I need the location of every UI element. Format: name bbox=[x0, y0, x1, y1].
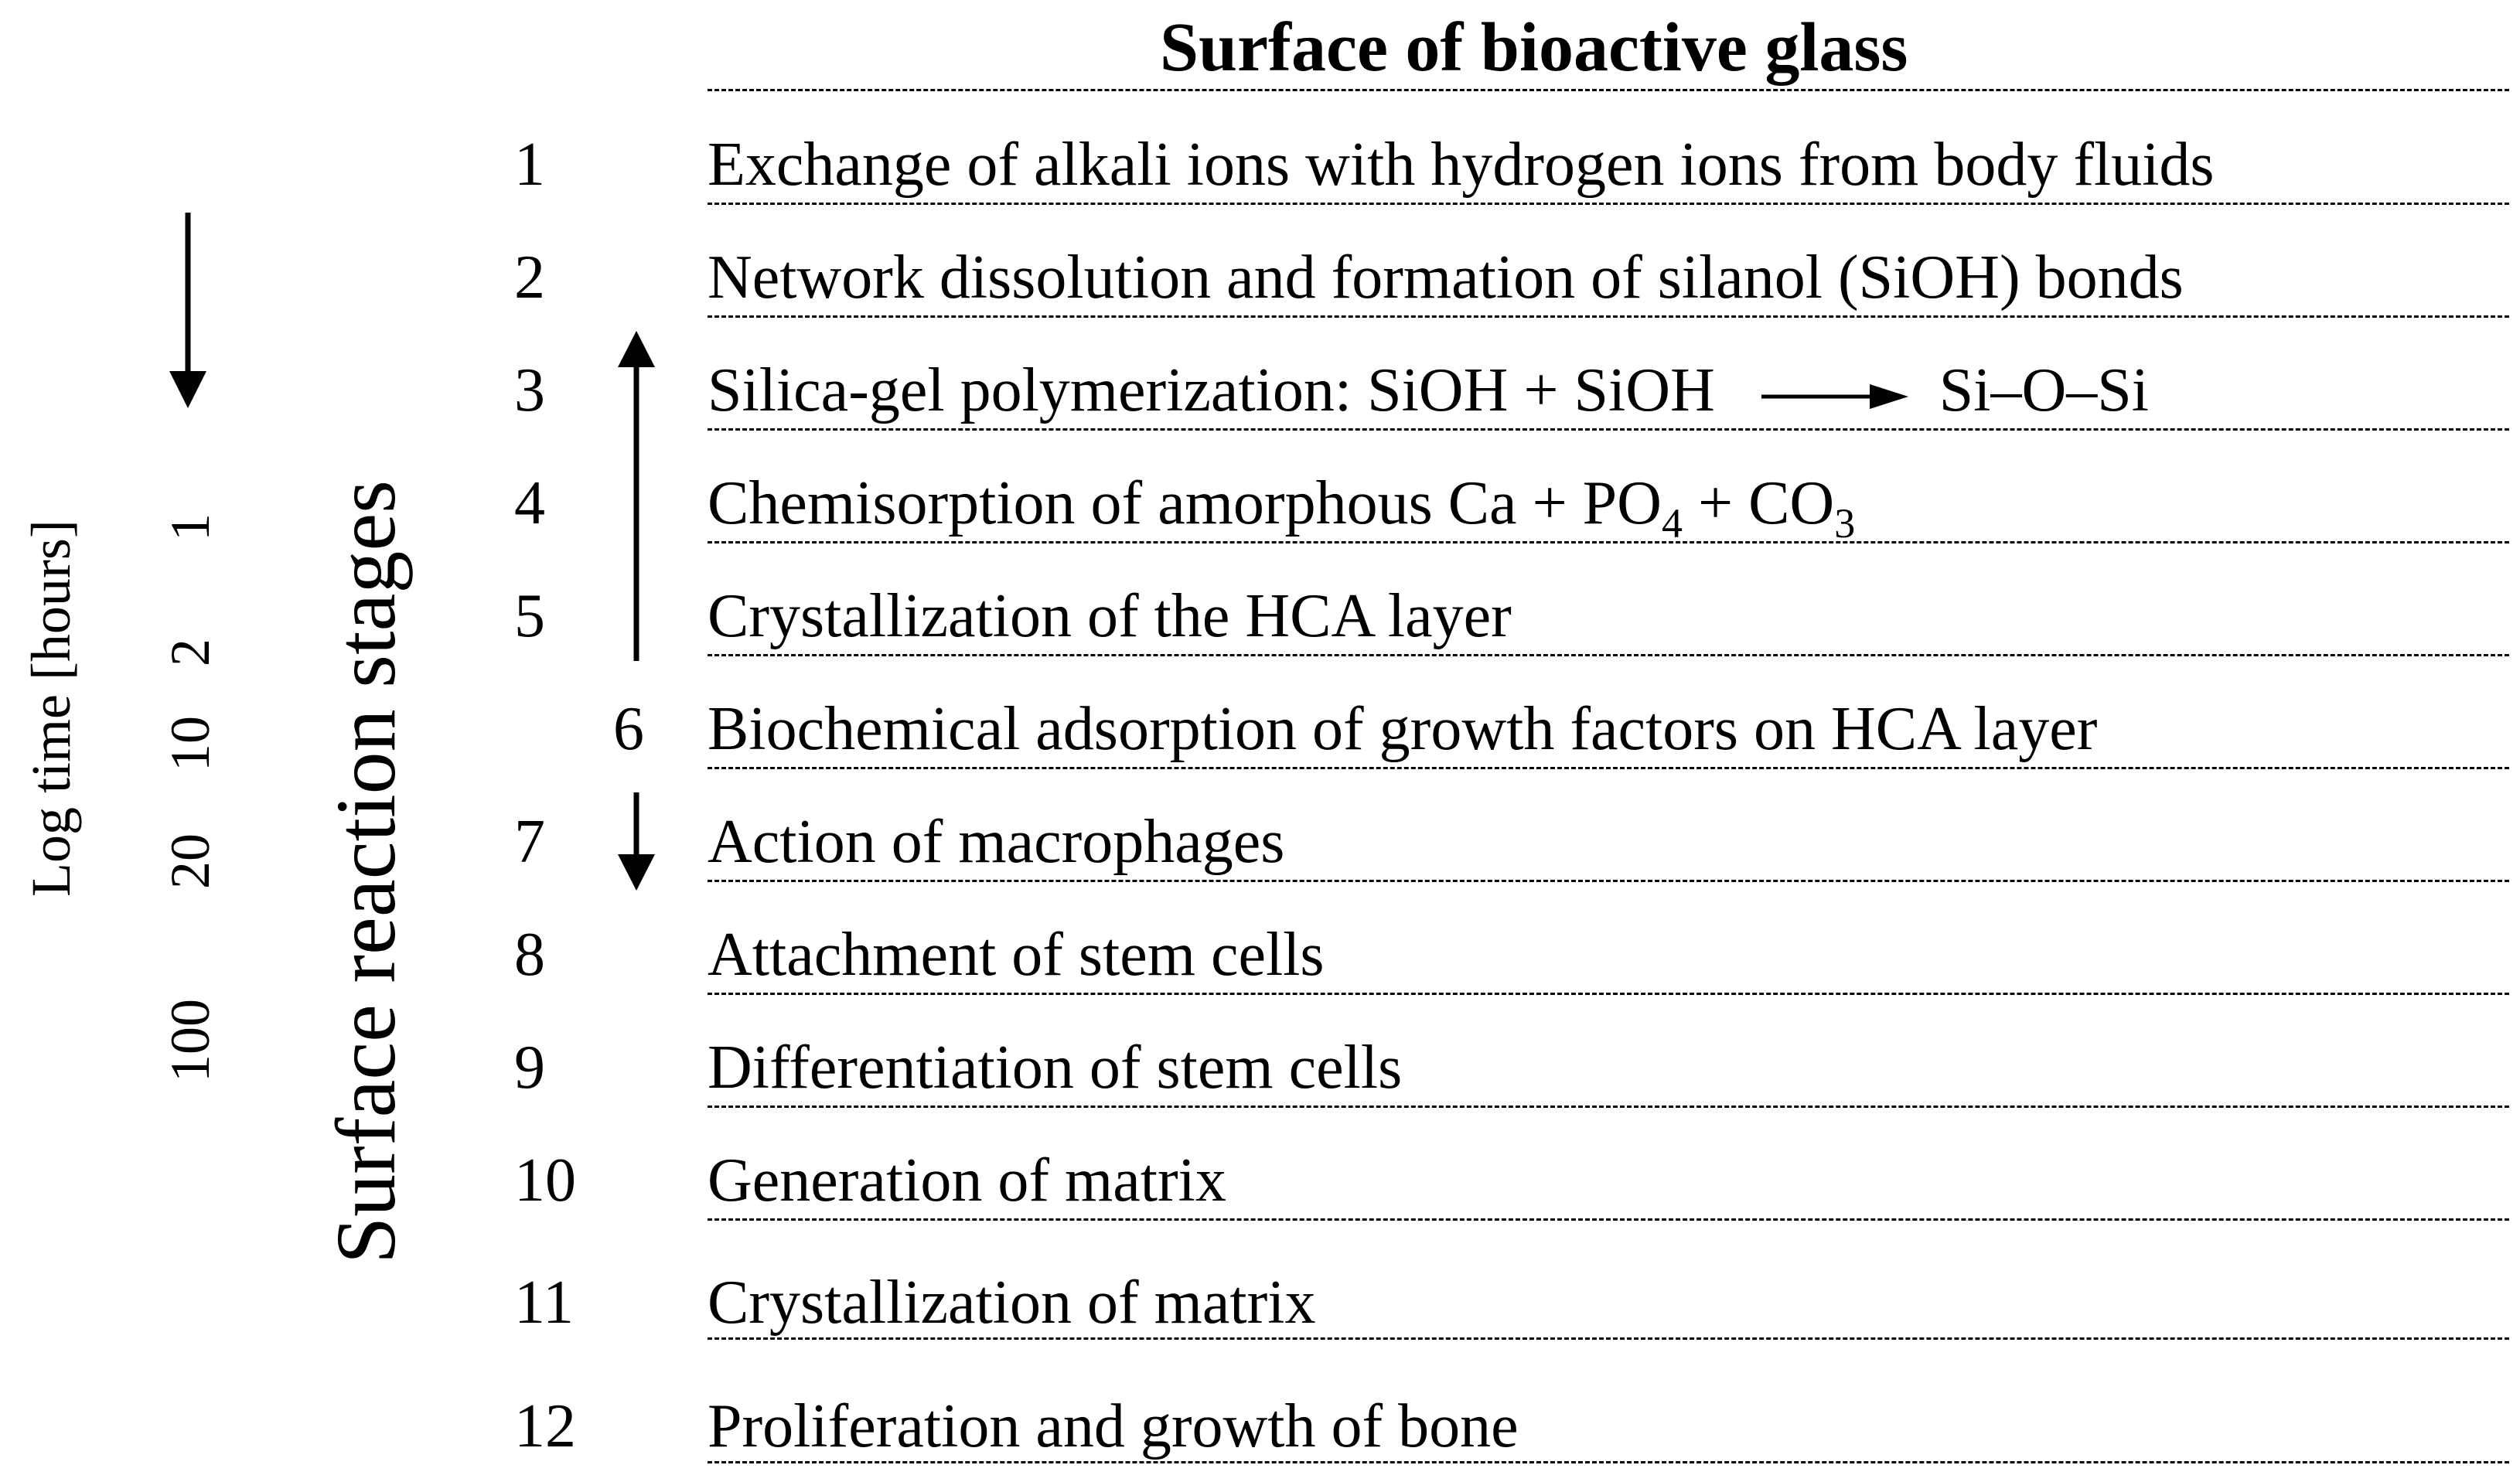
stage-number: 9 bbox=[514, 1034, 545, 1102]
time-down-arrow bbox=[169, 213, 206, 408]
row-divider bbox=[708, 993, 2509, 995]
stage-number: 3 bbox=[514, 356, 545, 424]
stage-number: 4 bbox=[514, 469, 545, 537]
row-divider bbox=[708, 880, 2509, 882]
stage-number: 8 bbox=[514, 921, 545, 989]
stage-number: 11 bbox=[514, 1269, 575, 1337]
row-divider bbox=[708, 203, 2509, 205]
row-divider bbox=[708, 315, 2509, 318]
stage-down-arrow bbox=[618, 792, 655, 891]
phosphate-subscript: 4 bbox=[1661, 500, 1683, 547]
stage-number: 12 bbox=[514, 1392, 576, 1460]
time-tick: 10 bbox=[159, 716, 221, 772]
row-divider bbox=[708, 428, 2509, 431]
stage-number: 6 bbox=[613, 695, 644, 763]
stage-description bbox=[708, 356, 2149, 426]
stages-axis-label: Surface reaction stages bbox=[319, 480, 413, 1264]
stage-description: Exchange of alkali ions with hydrogen ions from body fluids bbox=[708, 131, 2215, 199]
stage-number: 1 bbox=[514, 131, 545, 199]
reaction-arrow-icon bbox=[1761, 381, 1908, 412]
stage-description: Differentiation of stem cells bbox=[708, 1034, 1403, 1102]
header-divider bbox=[708, 89, 2509, 91]
stage-description: Biochemical adsorption of growth factors on HCA layer bbox=[708, 695, 2098, 763]
time-tick: 20 bbox=[159, 833, 221, 889]
stage-description: Generation of matrix bbox=[708, 1146, 1226, 1215]
stage-description: Attachment of stem cells bbox=[708, 921, 1325, 989]
stage-text-part: Chemisorption of amorphous Ca + PO bbox=[708, 469, 1662, 537]
stage-description: Proliferation and growth of bone bbox=[708, 1392, 1519, 1460]
reaction-reactants: Silica-gel polymerization: SiOH + SiOH bbox=[708, 356, 1715, 424]
time-axis-label: Log time [hours] bbox=[20, 520, 82, 897]
stage-number: 10 bbox=[514, 1146, 576, 1215]
stage-number: 5 bbox=[514, 582, 545, 650]
stage-up-arrow bbox=[618, 331, 655, 661]
carbonate-subscript: 3 bbox=[1834, 500, 1856, 547]
row-divider bbox=[708, 1218, 2509, 1221]
stage-number: 7 bbox=[514, 808, 545, 876]
row-divider bbox=[708, 1461, 2509, 1463]
reaction-product: Si–O–Si bbox=[1939, 356, 2149, 424]
time-tick: 1 bbox=[159, 513, 221, 541]
stage-description: Crystallization of the HCA layer bbox=[708, 582, 1512, 650]
diagram-title: Surface of bioactive glass bbox=[1160, 9, 1908, 86]
row-divider bbox=[708, 654, 2509, 656]
stage-description: Crystallization of matrix bbox=[708, 1269, 1316, 1337]
stage-number: 2 bbox=[514, 244, 545, 312]
row-divider bbox=[708, 1106, 2509, 1108]
row-divider bbox=[708, 1337, 2509, 1340]
stage-description: Action of macrophages bbox=[708, 808, 1285, 876]
stage-text-part: + CO bbox=[1682, 469, 1835, 537]
stage-description bbox=[708, 468, 1856, 547]
row-divider bbox=[708, 541, 2509, 543]
row-divider bbox=[708, 767, 2509, 769]
time-tick: 100 bbox=[159, 999, 221, 1082]
time-tick: 2 bbox=[159, 639, 221, 666]
stage-description: Network dissolution and formation of silanol (SiOH) bonds bbox=[708, 244, 2184, 312]
